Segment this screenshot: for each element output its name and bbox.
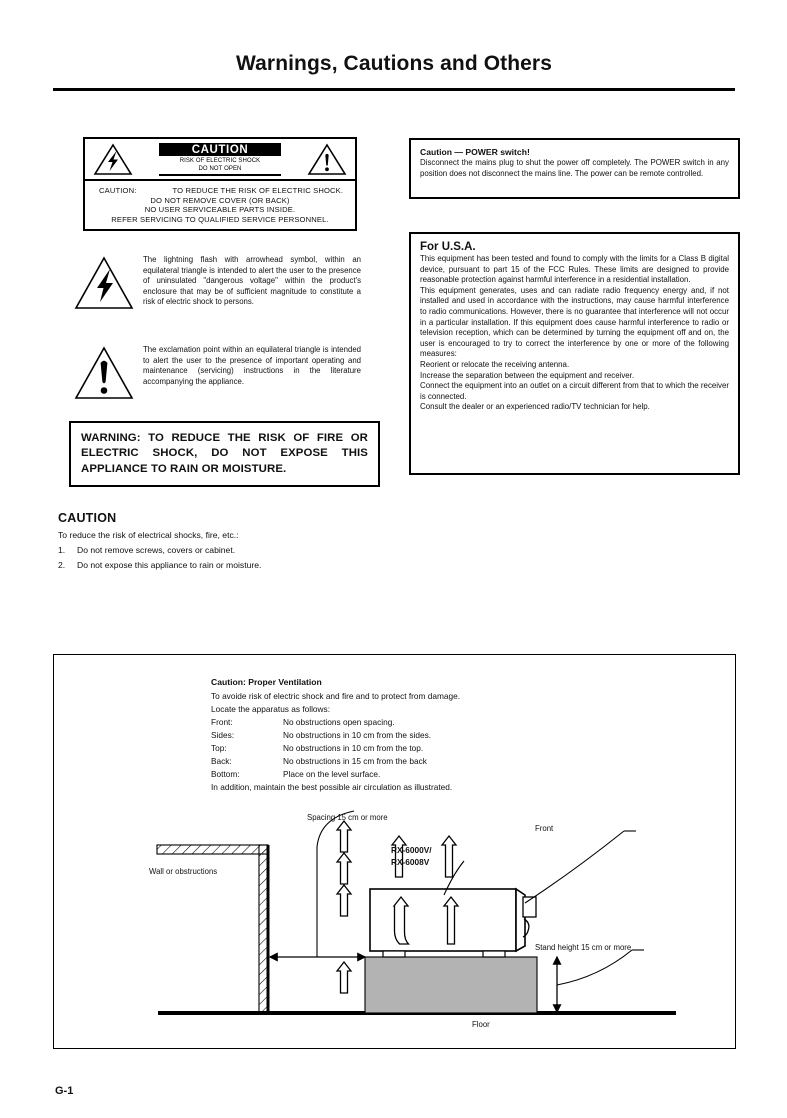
warning-box — [69, 421, 380, 487]
caution-label: CAUTION: — [99, 186, 137, 195]
exclamation-triangle-icon — [307, 143, 347, 175]
caution-banner-sub — [159, 156, 281, 174]
diagram-label-spacing: Spacing 15 cm or more — [307, 813, 388, 822]
list-item-text: Do not expose this appliance to rain or moisture. — [77, 559, 262, 570]
ventilation-row-key: Front: — [211, 717, 233, 727]
caution-line-2: DO NOT REMOVE COVER (OR BACK) — [150, 195, 290, 205]
lightning-bolt-triangle-icon — [93, 143, 133, 175]
diagram-label-wall: Wall or obstructions — [149, 867, 218, 876]
lightning-symbol-text: The lightning flash with arrowhead symbol, within an equilateral triangle is intended to alert the user to the presence of uninsulated "dangerous voltage" within the product's enclosure that may be of sufficient magnitude to constitute a risk of electric shock to persons. — [143, 255, 361, 307]
ventilation-heading: Caution: Proper Ventilation — [211, 677, 322, 687]
diagram-label-model — [391, 845, 432, 868]
lightning-symbol-explanation — [73, 255, 368, 316]
caution-instructions — [85, 181, 355, 229]
diagram-label-stand-height: Stand height 15 cm or more — [535, 943, 632, 952]
fcc-usa-box — [409, 232, 740, 475]
caution-section-title: CAUTION — [58, 511, 117, 525]
fcc-measure-4: Consult the dealer or an experienced radio/TV technician for help. — [420, 402, 650, 412]
power-switch-heading: Caution — POWER switch! — [420, 147, 530, 157]
warning-box-text: WARNING: TO REDUCE THE RISK OF FIRE OR ELECTRIC SHOCK, DO NOT EXPOSE THIS APPLIANCE TO RAIN OR MOISTURE. — [81, 431, 368, 475]
page-folio: G-1 — [55, 1085, 74, 1097]
diagram-label-floor: Floor — [472, 1020, 490, 1029]
caution-section-list — [58, 543, 478, 572]
fcc-paragraph-1: This equipment has been tested and found to comply with the limits for a Class B digital device, pursuant to part 15 of the FCC Rules. These limits are designed to provide reasonable protection against harmful interference in a residential installation. — [420, 254, 729, 285]
ventilation-panel — [53, 654, 736, 1049]
ventilation-row-value: No obstructions open spacing. — [283, 717, 395, 727]
ventilation-row-value: No obstructions in 10 cm from the top. — [283, 743, 424, 753]
power-switch-body: Disconnect the mains plug to shut the power off completely. The POWER switch in any position does not disconnect the mains line. The power can be remote controlled. — [420, 158, 729, 178]
diagram-label-front: Front — [535, 824, 554, 833]
ventilation-row-key: Top: — [211, 743, 227, 753]
diagram-label-model-line1: RX-6000V/ — [391, 845, 432, 855]
caution-list-section — [58, 511, 478, 572]
list-item-number: 1. — [58, 545, 66, 555]
caution-line-3: NO USER SERVICEABLE PARTS INSIDE. — [144, 205, 296, 215]
ventilation-row-key: Sides: — [211, 730, 235, 740]
caution-banner-word: CAUTION — [191, 143, 249, 156]
caution-line-4: REFER SERVICING TO QUALIFIED SERVICE PERSONNEL. — [111, 214, 329, 224]
ventilation-intro-1: To avoide risk of electric shock and fire and to protect from damage. — [211, 691, 461, 701]
list-item-text: Do not remove screws, covers or cabinet. — [77, 545, 236, 555]
page-title: Warnings, Cautions and Others — [236, 52, 552, 75]
fcc-measure-3: Connect the equipment into an outlet on a circuit different from that to which the receiver is connected. — [420, 381, 729, 401]
ventilation-row-value: No obstructions in 10 cm from the sides. — [283, 730, 432, 740]
caution-banner-sub-line2: DO NOT OPEN — [198, 165, 242, 172]
list-item — [58, 543, 478, 558]
caution-symbol-row — [85, 139, 355, 181]
fcc-measure-2: Increase the separation between the equipment and receiver. — [420, 370, 635, 380]
caution-line-1: TO REDUCE THE RISK OF ELECTRIC SHOCK. — [172, 186, 344, 195]
ventilation-row-key: Bottom: — [211, 769, 240, 779]
exclamation-symbol-text: The exclamation point within an equilateral triangle is intended to alert the user to the presence of important operating and maintenance (servicing) instructions in the literature accompanying the appliance. — [143, 345, 361, 386]
ventilation-outro: In addition, maintain the best possible air circulation as illustrated. — [211, 782, 453, 792]
power-switch-caution-box — [409, 138, 740, 199]
title-divider — [53, 88, 735, 91]
diagram-label-model-line2: RX-6008V — [391, 856, 430, 867]
caution-section-lead: To reduce the risk of electrical shocks, fire, etc.: — [58, 530, 239, 540]
list-item-number: 2. — [58, 559, 66, 570]
ventilation-row-value: Place on the level surface. — [283, 769, 381, 779]
ventilation-row-key: Back: — [211, 756, 232, 766]
caution-banner-sub-line1: RISK OF ELECTRIC SHOCK — [179, 157, 261, 164]
exclamation-symbol-explanation — [73, 345, 368, 406]
ventilation-row-value: No obstructions in 15 cm from the back — [283, 756, 427, 766]
ventilation-intro-2: Locate the apparatus as follows: — [211, 704, 330, 714]
list-item — [58, 558, 478, 573]
fcc-measure-1: Reorient or relocate the receiving antenna. — [420, 359, 570, 369]
caution-symbol-box — [83, 137, 357, 231]
caution-banner — [159, 143, 281, 176]
fcc-heading: For U.S.A. — [420, 241, 476, 253]
lightning-bolt-triangle-large-icon — [73, 255, 143, 316]
ventilation-diagram — [54, 655, 737, 1050]
fcc-paragraph-2: This equipment generates, uses and can radiate radio frequency energy and, if not installed and used in accordance with the instructions, may cause harmful interference to radio communications. However, there is no guarantee that interference will not occur in a particular installation. If this equipment does cause harmful interference to radio or television reception, which can be determined by turning the equipment off and on, the user is encouraged to try to correct the interference by one or more of the following measures: — [420, 285, 729, 359]
exclamation-triangle-large-icon — [73, 345, 143, 406]
